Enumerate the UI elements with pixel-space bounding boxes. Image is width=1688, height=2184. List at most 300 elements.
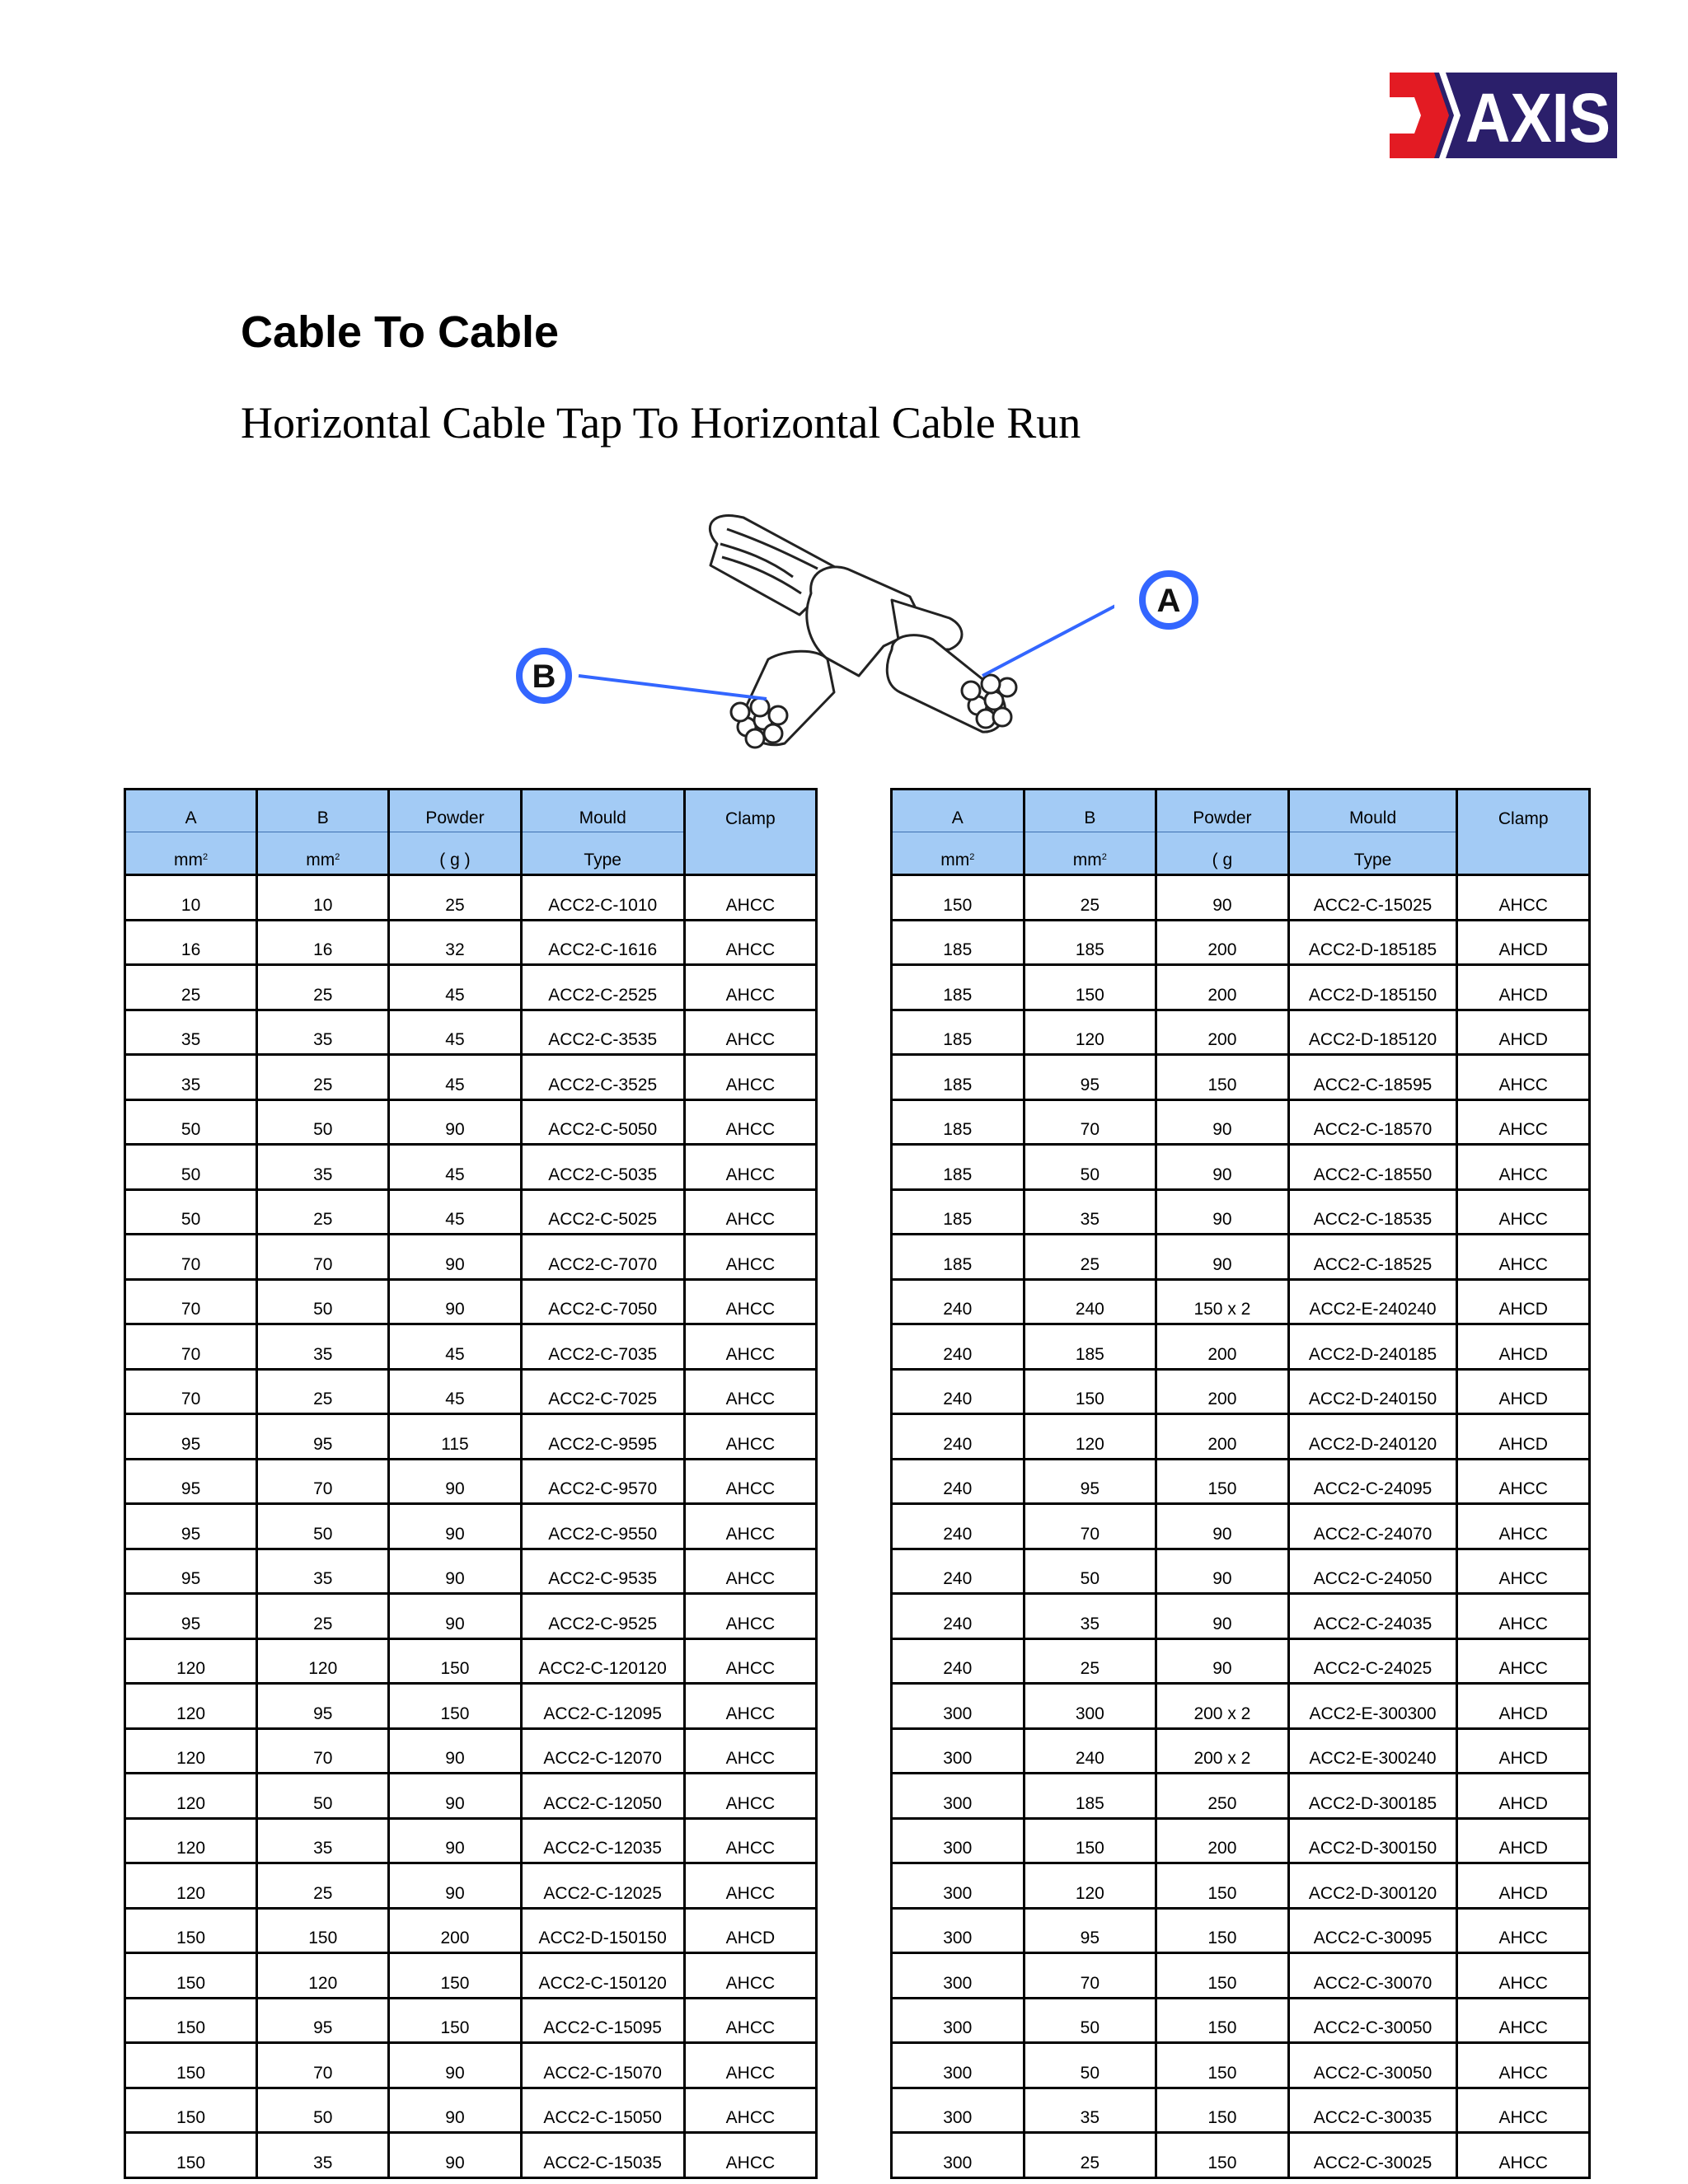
cell-b: 35 <box>257 1010 389 1055</box>
cell-mould-type: ACC2-C-3535 <box>521 1010 684 1055</box>
cell-mould-type: ACC2-C-18525 <box>1288 1235 1457 1280</box>
cell-mould-type: ACC2-C-30095 <box>1288 1908 1457 1953</box>
cell-b: 50 <box>257 1279 389 1324</box>
table-row <box>125 1099 817 1145</box>
label-b-text: B <box>532 658 556 695</box>
cell-clamp: AHCC <box>1457 1099 1590 1145</box>
cell-a: 240 <box>892 1324 1025 1370</box>
table-row <box>892 1369 1590 1414</box>
cell-a: 240 <box>892 1504 1025 1549</box>
cell-powder: 150 <box>1156 1459 1289 1504</box>
cell-b: 240 <box>1024 1728 1156 1774</box>
table-row <box>125 1010 817 1055</box>
cell-powder: 90 <box>1156 1189 1289 1235</box>
cell-b: 95 <box>257 1414 389 1460</box>
col-header-a: A <box>892 790 1025 832</box>
table-row <box>892 1908 1590 1953</box>
cell-clamp: AHCC <box>684 1235 816 1280</box>
cell-mould-type: ACC2-C-30050 <box>1288 2043 1457 2088</box>
cell-b: 120 <box>1024 1414 1156 1460</box>
cell-b: 50 <box>257 2088 389 2133</box>
cell-clamp: AHCC <box>1457 1594 1590 1639</box>
cell-a: 150 <box>125 1908 257 1953</box>
cell-mould-type: ACC2-C-24050 <box>1288 1549 1457 1594</box>
table-row <box>125 1818 817 1863</box>
cell-powder: 90 <box>389 1774 521 1819</box>
cell-mould-type: ACC2-D-185120 <box>1288 1010 1457 1055</box>
table-row <box>125 1324 817 1370</box>
cell-b: 35 <box>257 1818 389 1863</box>
cell-clamp: AHCC <box>684 1863 816 1909</box>
cell-a: 95 <box>125 1594 257 1639</box>
cell-a: 240 <box>892 1459 1025 1504</box>
cell-b: 35 <box>1024 1189 1156 1235</box>
cell-a: 300 <box>892 2043 1025 2088</box>
cell-a: 120 <box>125 1638 257 1684</box>
cell-powder: 45 <box>389 965 521 1010</box>
cell-b: 240 <box>1024 1279 1156 1324</box>
cell-powder: 150 <box>1156 1908 1289 1953</box>
table-row <box>125 1369 817 1414</box>
cell-b: 25 <box>1024 1638 1156 1684</box>
cell-a: 185 <box>892 1099 1025 1145</box>
cell-powder: 45 <box>389 1010 521 1055</box>
cell-mould-type: ACC2-C-12095 <box>521 1684 684 1729</box>
cell-a: 300 <box>892 1953 1025 1999</box>
col-header-clamp: Clamp <box>1457 790 1590 832</box>
unit-b: $mm^2$ <box>1024 832 1156 875</box>
cell-a: 300 <box>892 1684 1025 1729</box>
table-row <box>892 1953 1590 1999</box>
cell-b: 120 <box>257 1953 389 1999</box>
cell-clamp: AHCD <box>1457 1728 1590 1774</box>
cell-a: 300 <box>892 2088 1025 2133</box>
table-row <box>125 1774 817 1819</box>
cell-mould-type: ACC2-D-240150 <box>1288 1369 1457 1414</box>
cell-powder: 90 <box>389 1099 521 1145</box>
cell-clamp: AHCC <box>1457 2133 1590 2178</box>
table-row <box>892 1549 1590 1594</box>
cell-powder: 115 <box>389 1414 521 1460</box>
cell-a: 150 <box>125 2088 257 2133</box>
spec-table-left <box>124 788 818 2179</box>
cell-a: 300 <box>892 1998 1025 2043</box>
cell-a: 300 <box>892 1863 1025 1909</box>
col-header-b: B <box>257 790 389 832</box>
cell-clamp: AHCC <box>1457 1235 1590 1280</box>
cell-clamp: AHCC <box>684 2088 816 2133</box>
cell-powder: 150 <box>1156 1998 1289 2043</box>
label-a-text: A <box>1156 583 1181 619</box>
table-row <box>892 1774 1590 1819</box>
cell-clamp: AHCC <box>684 1684 816 1729</box>
cell-b: 95 <box>257 1998 389 2043</box>
cell-mould-type: ACC2-C-9595 <box>521 1414 684 1460</box>
cell-clamp: AHCC <box>684 1055 816 1100</box>
cell-clamp: AHCC <box>684 1818 816 1863</box>
cell-powder: 90 <box>389 2043 521 2088</box>
cell-powder: 150 <box>389 1684 521 1729</box>
table-row <box>892 1324 1590 1370</box>
cell-powder: 150 <box>1156 2088 1289 2133</box>
cell-mould-type: ACC2-C-15095 <box>521 1998 684 2043</box>
cell-powder: 90 <box>389 1459 521 1504</box>
cell-clamp: AHCD <box>1457 1369 1590 1414</box>
unit-mould: Type <box>521 832 684 875</box>
cell-b: 35 <box>1024 2088 1156 2133</box>
cell-b: 95 <box>1024 1459 1156 1504</box>
cell-mould-type: ACC2-C-12025 <box>521 1863 684 1909</box>
cell-mould-type: ACC2-C-12035 <box>521 1818 684 1863</box>
col-header-powder: Powder <box>1156 790 1289 832</box>
cell-mould-type: ACC2-C-7025 <box>521 1369 684 1414</box>
cell-powder: 90 <box>1156 1145 1289 1190</box>
cell-b: 95 <box>257 1684 389 1729</box>
cell-a: 240 <box>892 1549 1025 1594</box>
cell-a: 50 <box>125 1145 257 1190</box>
cell-clamp: AHCD <box>1457 1863 1590 1909</box>
cell-powder: 90 <box>1156 875 1289 921</box>
table-row <box>125 1279 817 1324</box>
strand-bundle-left <box>731 698 787 748</box>
cell-mould-type: ACC2-C-5025 <box>521 1189 684 1235</box>
cell-b: 50 <box>257 1774 389 1819</box>
cell-clamp: AHCC <box>1457 1145 1590 1190</box>
cell-b: 70 <box>257 1235 389 1280</box>
cell-a: 150 <box>125 1953 257 1999</box>
cell-b: 10 <box>257 875 389 921</box>
cell-powder: 90 <box>1156 1235 1289 1280</box>
cell-powder: 90 <box>1156 1504 1289 1549</box>
cell-b: 50 <box>1024 1145 1156 1190</box>
cell-a: 240 <box>892 1279 1025 1324</box>
table-row <box>892 920 1590 965</box>
cell-clamp: AHCD <box>684 1908 816 1953</box>
table-row <box>892 1684 1590 1729</box>
cell-a: 120 <box>125 1728 257 1774</box>
axis-logo <box>1390 73 1617 158</box>
cell-clamp: AHCC <box>684 1369 816 1414</box>
table-row <box>125 920 817 965</box>
cell-powder: 200 <box>1156 965 1289 1010</box>
table-row <box>125 875 817 921</box>
table-row <box>125 1414 817 1460</box>
cell-clamp: AHCC <box>1457 1549 1590 1594</box>
cell-mould-type: ACC2-C-9535 <box>521 1549 684 1594</box>
cell-mould-type: ACC2-C-15025 <box>1288 875 1457 921</box>
cell-a: 50 <box>125 1099 257 1145</box>
cell-powder: 150 <box>389 1998 521 2043</box>
logo-text: AXIS <box>1465 79 1611 157</box>
cell-clamp: AHCD <box>1457 1279 1590 1324</box>
table-row <box>892 1459 1590 1504</box>
table-row <box>892 1818 1590 1863</box>
cell-mould-type: ACC2-C-7070 <box>521 1235 684 1280</box>
unit-a: $mm^2$ <box>125 832 257 875</box>
cell-powder: 90 <box>389 1863 521 1909</box>
unit-clamp <box>684 832 816 875</box>
cell-clamp: AHCC <box>1457 1189 1590 1235</box>
cell-b: 25 <box>257 1189 389 1235</box>
table-row <box>892 2088 1590 2133</box>
leader-line-b <box>579 676 767 699</box>
table-row <box>892 1863 1590 1909</box>
cell-powder: 150 <box>389 1953 521 1999</box>
cell-a: 300 <box>892 2133 1025 2178</box>
cell-b: 25 <box>257 965 389 1010</box>
table-row <box>125 1549 817 1594</box>
table-row <box>125 1055 817 1100</box>
cell-mould-type: ACC2-C-1010 <box>521 875 684 921</box>
label-a-overlay <box>1136 567 1202 633</box>
cell-clamp: AHCD <box>1457 1684 1590 1729</box>
cell-mould-type: ACC2-C-24035 <box>1288 1594 1457 1639</box>
cell-a: 120 <box>125 1774 257 1819</box>
cell-clamp: AHCC <box>684 1279 816 1324</box>
table-row <box>125 1684 817 1729</box>
table-row <box>892 965 1590 1010</box>
table-row <box>125 2133 817 2178</box>
table-row <box>892 1010 1590 1055</box>
cell-mould-type: ACC2-C-15070 <box>521 2043 684 2088</box>
cell-a: 300 <box>892 1728 1025 1774</box>
table-row <box>125 1459 817 1504</box>
cell-powder: 200 <box>389 1908 521 1953</box>
cell-b: 35 <box>257 1145 389 1190</box>
cell-mould-type: ACC2-C-30050 <box>1288 1998 1457 2043</box>
cell-a: 240 <box>892 1594 1025 1639</box>
cell-a: 150 <box>125 2133 257 2178</box>
cable-tee-diagram <box>504 511 1114 783</box>
unit-powder: ( g ) <box>389 832 521 875</box>
cell-b: 185 <box>1024 1324 1156 1370</box>
cell-clamp: AHCC <box>684 1594 816 1639</box>
cell-mould-type: ACC2-C-30035 <box>1288 2088 1457 2133</box>
cell-a: 95 <box>125 1549 257 1594</box>
cell-a: 185 <box>892 920 1025 965</box>
cell-mould-type: ACC2-C-30070 <box>1288 1953 1457 1999</box>
cell-powder: 200 x 2 <box>1156 1728 1289 1774</box>
cell-b: 25 <box>257 1055 389 1100</box>
table-row <box>125 965 817 1010</box>
cell-powder: 200 <box>1156 920 1289 965</box>
cell-clamp: AHCC <box>684 965 816 1010</box>
page-title: Cable To Cable <box>241 307 560 357</box>
cell-b: 25 <box>257 1369 389 1414</box>
cell-clamp: AHCD <box>1457 1010 1590 1055</box>
cell-b: 70 <box>257 1459 389 1504</box>
leader-line-a <box>982 593 1114 676</box>
cell-b: 50 <box>1024 1549 1156 1594</box>
cell-clamp: AHCC <box>1457 1998 1590 2043</box>
cell-a: 300 <box>892 1908 1025 1953</box>
cell-a: 300 <box>892 1774 1025 1819</box>
cell-powder: 90 <box>389 1728 521 1774</box>
cell-powder: 200 x 2 <box>1156 1684 1289 1729</box>
cell-a: 95 <box>125 1459 257 1504</box>
cell-a: 70 <box>125 1279 257 1324</box>
table-row <box>892 1099 1590 1145</box>
cell-clamp: AHCC <box>684 1728 816 1774</box>
page-subtitle: Horizontal Cable Tap To Horizontal Cable Run <box>241 398 1081 448</box>
cell-powder: 200 <box>1156 1414 1289 1460</box>
col-header-clamp: Clamp <box>684 790 816 832</box>
cell-powder: 150 x 2 <box>1156 1279 1289 1324</box>
cell-a: 240 <box>892 1638 1025 1684</box>
cell-b: 70 <box>1024 1953 1156 1999</box>
cell-b: 50 <box>257 1099 389 1145</box>
cell-b: 50 <box>1024 1998 1156 2043</box>
cell-b: 25 <box>257 1594 389 1639</box>
cell-mould-type: ACC2-C-2525 <box>521 965 684 1010</box>
cell-a: 240 <box>892 1369 1025 1414</box>
cell-mould-type: ACC2-C-7050 <box>521 1279 684 1324</box>
cell-powder: 90 <box>389 1279 521 1324</box>
cell-powder: 90 <box>1156 1099 1289 1145</box>
cell-b: 35 <box>257 2133 389 2178</box>
cell-b: 35 <box>1024 1594 1156 1639</box>
cell-mould-type: ACC2-C-18570 <box>1288 1099 1457 1145</box>
table-row <box>892 1055 1590 1100</box>
cell-a: 120 <box>125 1863 257 1909</box>
table-row <box>125 2088 817 2133</box>
cell-powder: 45 <box>389 1189 521 1235</box>
cell-powder: 200 <box>1156 1818 1289 1863</box>
cell-b: 35 <box>257 1324 389 1370</box>
cell-clamp: AHCD <box>1457 1774 1590 1819</box>
cell-b: 25 <box>1024 875 1156 921</box>
cell-a: 240 <box>892 1414 1025 1460</box>
cell-a: 16 <box>125 920 257 965</box>
cell-mould-type: ACC2-C-3525 <box>521 1055 684 1100</box>
cell-powder: 45 <box>389 1145 521 1190</box>
cell-clamp: AHCC <box>684 1324 816 1370</box>
cell-mould-type: ACC2-C-7035 <box>521 1324 684 1370</box>
table-row <box>125 1863 817 1909</box>
cell-clamp: AHCC <box>684 2133 816 2178</box>
cell-mould-type: ACC2-E-300240 <box>1288 1728 1457 1774</box>
cell-clamp: AHCC <box>1457 1953 1590 1999</box>
cell-clamp: AHCC <box>684 875 816 921</box>
cell-a: 70 <box>125 1235 257 1280</box>
cell-powder: 150 <box>1156 1055 1289 1100</box>
cell-b: 70 <box>257 1728 389 1774</box>
cell-powder: 150 <box>1156 2133 1289 2178</box>
unit-a: $mm^2$ <box>892 832 1025 875</box>
cell-powder: 90 <box>389 1504 521 1549</box>
table-row <box>125 1235 817 1280</box>
cell-clamp: AHCC <box>684 1010 816 1055</box>
cell-b: 25 <box>1024 1235 1156 1280</box>
cell-b: 95 <box>1024 1055 1156 1100</box>
cell-mould-type: ACC2-C-24070 <box>1288 1504 1457 1549</box>
cell-clamp: AHCC <box>684 1953 816 1999</box>
table-row <box>125 1145 817 1190</box>
cell-powder: 90 <box>389 2133 521 2178</box>
table-row <box>892 1189 1590 1235</box>
cell-powder: 90 <box>389 1818 521 1863</box>
table-row <box>892 2133 1590 2178</box>
cell-b: 95 <box>1024 1908 1156 1953</box>
cell-mould-type: ACC2-D-300120 <box>1288 1863 1457 1909</box>
cell-a: 185 <box>892 1235 1025 1280</box>
cell-mould-type: ACC2-C-120120 <box>521 1638 684 1684</box>
cell-mould-type: ACC2-C-24095 <box>1288 1459 1457 1504</box>
cell-b: 185 <box>1024 1774 1156 1819</box>
table-row <box>892 1638 1590 1684</box>
cell-b: 185 <box>1024 920 1156 965</box>
table-row <box>125 2043 817 2088</box>
cell-powder: 150 <box>1156 1863 1289 1909</box>
cell-clamp: AHCC <box>1457 2088 1590 2133</box>
cell-b: 16 <box>257 920 389 965</box>
cell-clamp: AHCC <box>1457 1459 1590 1504</box>
col-header-powder: Powder <box>389 790 521 832</box>
cell-a: 35 <box>125 1055 257 1100</box>
cell-a: 35 <box>125 1010 257 1055</box>
cell-a: 70 <box>125 1369 257 1414</box>
table-row <box>125 1189 817 1235</box>
table-row <box>892 1998 1590 2043</box>
cell-powder: 45 <box>389 1369 521 1414</box>
cell-a: 185 <box>892 1145 1025 1190</box>
cell-b: 25 <box>1024 2133 1156 2178</box>
table-row <box>125 1728 817 1774</box>
cell-mould-type: ACC2-C-30025 <box>1288 2133 1457 2178</box>
cell-powder: 90 <box>389 1235 521 1280</box>
cell-clamp: AHCC <box>684 1504 816 1549</box>
cell-clamp: AHCD <box>1457 965 1590 1010</box>
cell-mould-type: ACC2-C-5035 <box>521 1145 684 1190</box>
table-row <box>125 1908 817 1953</box>
cell-a: 185 <box>892 1010 1025 1055</box>
cell-clamp: AHCC <box>684 1549 816 1594</box>
cell-mould-type: ACC2-C-9550 <box>521 1504 684 1549</box>
table-row <box>125 1953 817 1999</box>
cell-powder: 32 <box>389 920 521 965</box>
table-row <box>125 1594 817 1639</box>
cell-b: 300 <box>1024 1684 1156 1729</box>
cell-clamp: AHCD <box>1457 1414 1590 1460</box>
cell-a: 50 <box>125 1189 257 1235</box>
cell-clamp: AHCC <box>1457 1908 1590 1953</box>
cell-a: 25 <box>125 965 257 1010</box>
cell-clamp: AHCD <box>1457 1324 1590 1370</box>
cell-a: 185 <box>892 1055 1025 1100</box>
cell-powder: 90 <box>389 1549 521 1594</box>
cell-mould-type: ACC2-E-300300 <box>1288 1684 1457 1729</box>
cell-mould-type: ACC2-D-185185 <box>1288 920 1457 965</box>
cell-clamp: AHCC <box>1457 875 1590 921</box>
cell-clamp: AHCC <box>684 1189 816 1235</box>
cell-mould-type: ACC2-C-15050 <box>521 2088 684 2133</box>
cell-a: 185 <box>892 965 1025 1010</box>
cell-clamp: AHCC <box>1457 1055 1590 1100</box>
table-row <box>892 2043 1590 2088</box>
cell-b: 120 <box>1024 1010 1156 1055</box>
spec-table-right <box>890 788 1591 2179</box>
col-header-a: A <box>125 790 257 832</box>
cell-b: 25 <box>257 1863 389 1909</box>
cell-b: 120 <box>1024 1863 1156 1909</box>
cell-b: 50 <box>1024 2043 1156 2088</box>
cell-a: 95 <box>125 1504 257 1549</box>
cell-a: 300 <box>892 1818 1025 1863</box>
cell-powder: 90 <box>1156 1549 1289 1594</box>
cell-mould-type: ACC2-E-240240 <box>1288 1279 1457 1324</box>
cell-mould-type: ACC2-C-12070 <box>521 1728 684 1774</box>
cell-b: 150 <box>1024 1818 1156 1863</box>
